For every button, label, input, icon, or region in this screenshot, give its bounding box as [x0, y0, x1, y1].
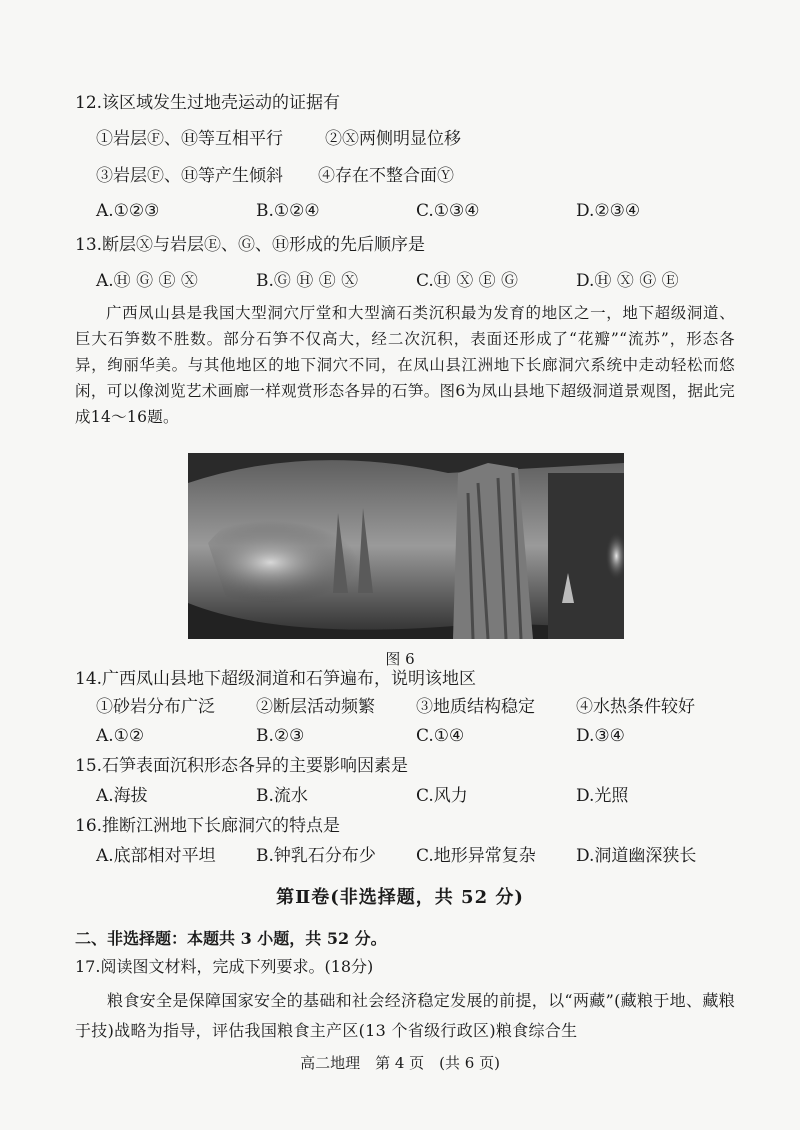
q14-stem: 14.广西凤山县地下超级洞道和石笋遍布，说明该地区	[75, 669, 477, 689]
q12-item-2: ②Ⓧ两侧明显位移	[325, 129, 461, 149]
cave-photo	[188, 453, 624, 639]
q12-item-3: ③岩层Ⓕ、Ⓗ等产生倾斜	[96, 166, 283, 186]
q15-option-d[interactable]: D.光照	[576, 786, 629, 806]
q16-option-a[interactable]: A.底部相对平坦	[96, 846, 216, 866]
q12-item-4: ④存在不整合面Ⓨ	[318, 166, 454, 186]
q12-item-1: ①岩层Ⓕ、Ⓗ等互相平行	[96, 129, 283, 149]
q12-stem: 12.该区域发生过地壳运动的证据有	[75, 93, 341, 113]
passage-text: 广西凤山县是我国大型洞穴厅堂和大型滴石类沉积最为发育的地区之一，地下超级洞道、巨大石笋数不胜数。部分石笋不仅高大，经二次沉积，表面还形成了“花瓣”“流苏”，形态各异，绚丽华美。与其他地区的地下洞穴不同，在凤山县江洲地下长廊洞穴系统中走动轻松而悠闲，可以像浏览艺术画廊一样观赏形态各异的石笋。图6为凤山县地下超级洞道景观图，据此完成14～16题。	[75, 304, 735, 426]
q13-option-d[interactable]: D.Ⓗ Ⓧ Ⓖ Ⓔ	[576, 271, 679, 291]
q16-stem: 16.推断江洲地下长廊洞穴的特点是	[75, 816, 341, 836]
q12-option-d[interactable]: D.②③④	[576, 201, 641, 221]
q12-option-c[interactable]: C.①③④	[416, 201, 480, 221]
q14-item-4: ④水热条件较好	[576, 697, 695, 717]
q15-stem: 15.石笋表面沉积形态各异的主要影响因素是	[75, 756, 409, 776]
q14-option-d[interactable]: D.③④	[576, 726, 625, 746]
q12-option-a[interactable]: A.①②③	[96, 201, 160, 221]
q14-item-2: ②断层活动频繁	[256, 697, 375, 717]
q13-option-c[interactable]: C.Ⓗ Ⓧ Ⓔ Ⓖ	[416, 271, 519, 291]
q14-option-a[interactable]: A.①②	[96, 726, 145, 746]
section-2-title: 第Ⅱ卷(非选择题，共 52 分)	[276, 887, 524, 908]
part-2-heading: 二、非选择题：本题共 3 小题，共 52 分。	[75, 929, 387, 948]
q16-option-c[interactable]: C.地形异常复杂	[416, 846, 536, 866]
q14-item-1: ①砂岩分布广泛	[96, 697, 215, 717]
q14-option-c[interactable]: C.①④	[416, 726, 465, 746]
page-footer: 高二地理 第 4 页 (共 6 页)	[300, 1054, 500, 1072]
q15-option-a[interactable]: A.海拔	[96, 786, 148, 806]
q16-option-b[interactable]: B.钟乳石分布少	[256, 846, 376, 866]
q14-item-3: ③地质结构稳定	[416, 697, 535, 717]
q15-option-c[interactable]: C.风力	[416, 786, 468, 806]
cave-illustration	[188, 453, 624, 639]
q17-text: 粮食安全是保障国家安全的基础和社会经济稳定发展的前提，以“两藏”(藏粮于地、藏粮于技)战略为指导，评估我国粮食主产区(13 个省级行政区)粮食综合生	[75, 991, 735, 1040]
q13-option-a[interactable]: A.Ⓗ Ⓖ Ⓔ Ⓧ	[96, 271, 198, 291]
q17-stem: 17.阅读图文材料，完成下列要求。(18分)	[75, 957, 374, 976]
q13-stem: 13.断层Ⓧ与岩层Ⓔ、Ⓖ、Ⓗ形成的先后顺序是	[75, 235, 426, 255]
q12-option-b[interactable]: B.①②④	[256, 201, 320, 221]
q16-option-d[interactable]: D.洞道幽深狭长	[576, 846, 697, 866]
q13-option-b[interactable]: B.Ⓖ Ⓗ Ⓔ Ⓧ	[256, 271, 359, 291]
q14-option-b[interactable]: B.②③	[256, 726, 305, 746]
q15-option-b[interactable]: B.流水	[256, 786, 308, 806]
figure-caption: 图 6	[385, 650, 415, 668]
